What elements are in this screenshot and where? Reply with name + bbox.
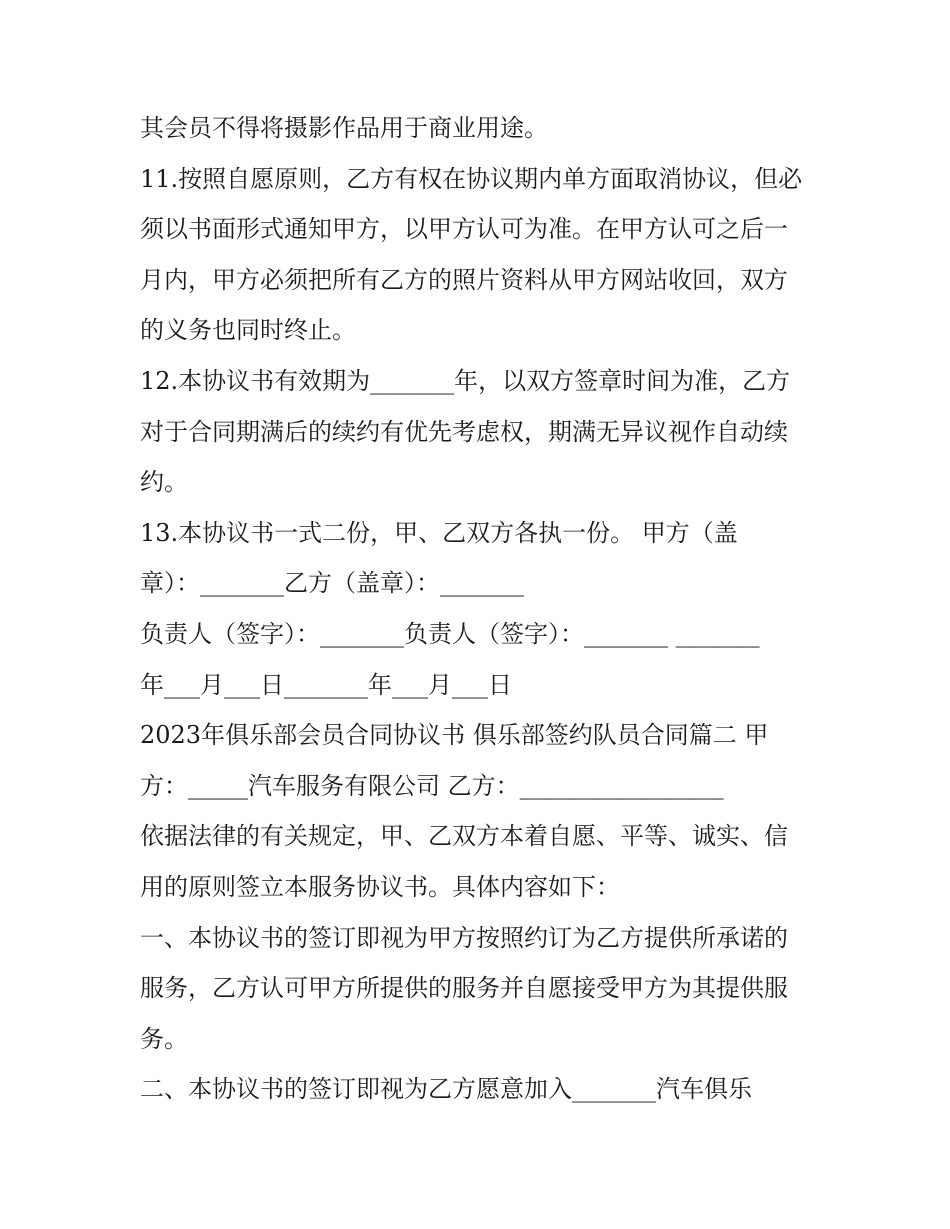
- text-line: 2023年俱乐部会员合同协议书 俱乐部签约队员合同篇二 甲: [140, 721, 769, 750]
- text-line: 13.本协议书一式二份，甲、乙双方各执一份。 甲方（盖: [140, 518, 738, 547]
- text-line: 11.按照自愿原则，乙方有权在协议期内单方面取消协议，但必: [140, 164, 803, 193]
- document-body: [140, 103, 820, 1115]
- text-line: 服务，乙方认可甲方所提供的服务并自愿接受甲方为其提供服: [140, 974, 788, 1003]
- text-line: 负责人（签字）：_______负责人（签字）：_______ _______: [140, 619, 760, 648]
- text-line: 依据法律的有关规定，甲、乙双方本着自愿、平等、诚实、信: [140, 822, 788, 851]
- text-line: 方：_____汽车服务有限公司 乙方：_________________: [140, 771, 724, 800]
- text-line: 章）：_______乙方（盖章）：_______: [140, 569, 524, 598]
- text-line: 其会员不得将摄影作品用于商业用途。: [140, 114, 548, 142]
- text-line: 12.本协议书有效期为_______年，以双方签章时间为准，乙方: [140, 366, 791, 395]
- text-line: 约。: [140, 468, 188, 497]
- text-line: 年___月___日_______年___月___日: [140, 670, 512, 699]
- text-line: 须以书面形式通知甲方，以甲方认可为准。在甲方认可之后一: [140, 215, 788, 244]
- text-line: 二、本协议书的签订即视为乙方愿意加入_______汽车俱乐: [140, 1075, 752, 1104]
- text-line: 务。: [140, 1024, 188, 1053]
- text-line: 月内，甲方必须把所有乙方的照片资料从甲方网站收回，双方: [140, 265, 788, 294]
- text-line: 一、本协议书的签订即视为甲方按照约订为乙方提供所承诺的: [140, 923, 788, 952]
- text-line: 用的原则签立本服务协议书。具体内容如下：: [140, 872, 620, 901]
- text-line: 对于合同期满后的续约有优先考虑权，期满无异议视作自动续: [140, 417, 788, 446]
- text-line: 的义务也同时终止。: [140, 316, 356, 345]
